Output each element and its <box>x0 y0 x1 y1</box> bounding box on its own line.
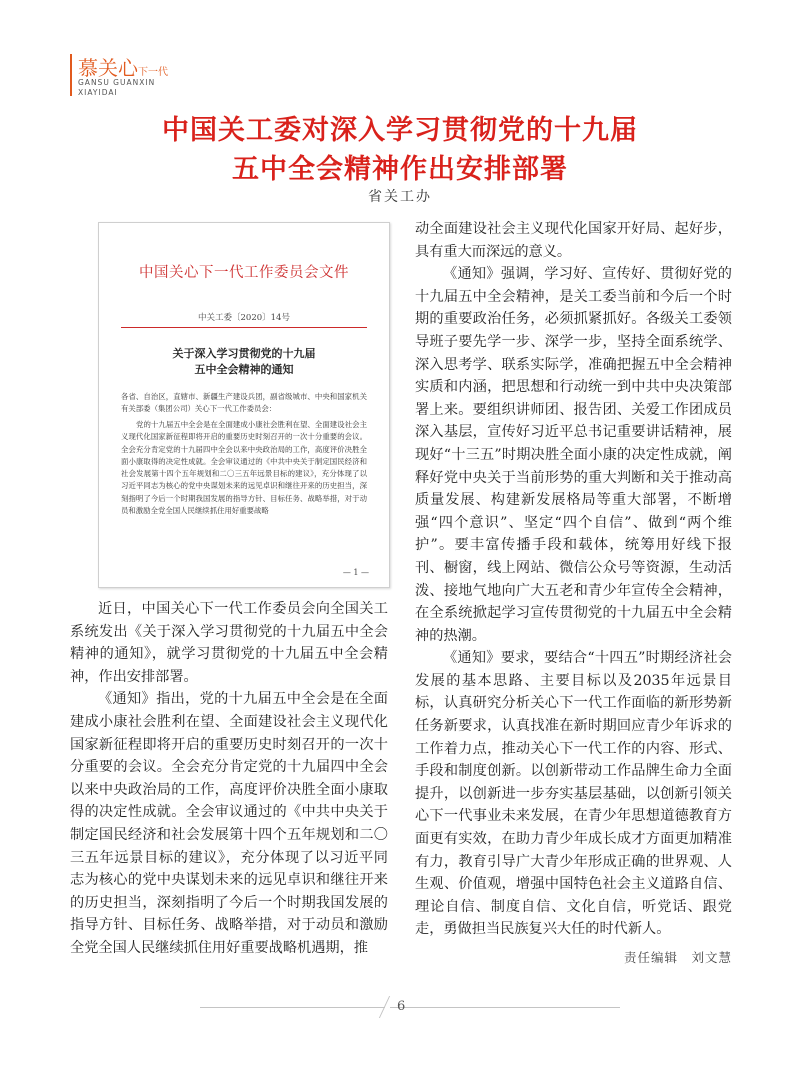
article-author: 省关工办 <box>368 189 432 205</box>
doc-title-line1: 关于深入学习贯彻党的十九届 <box>172 347 316 360</box>
logo-bar <box>70 54 72 96</box>
left-paragraph-1: 近日，中国关心下一代工作委员会向全国关工系统发出《关于深入学习贯彻党的十九届五中全会精神的通知》，就学习贯彻党的十九届五中全会精神，作出安排部署。 <box>70 601 388 685</box>
article-title-line1: 中国关工委对深入学习贯彻党的十九届 <box>162 115 638 146</box>
responsible-editor: 责任编辑 刘文慧 <box>623 950 732 965</box>
doc-number: 中关工委〔2020〕14号 <box>198 313 290 323</box>
right-paragraph-3: 《通知》要求，要结合“十四五”时期经济社会发展的基本思路、主要目标以及2035年远景目标，认真研究分析关心下一代工作面临的新形势新任务新要求，认真找准在新时期回应青少年诉求的工作着力点，推动关心下一代工作的内容、形式、手段和制度创新。以创新带动工作品牌生命力全面提升，以创新进一步夯实基层基础，以创新引领关心下一代事业未来发展，在青少年思想道德教育方面更有实效，在助力青少年成长成才方面更加精准有力，教育引导广大青少年形成正确的世界观、人生观、价值观，增强中国特色社会主义道路自信、理论自信、制度自信、文化自信，听党话、跟党走，勇做担当民族复兴大任的时代新人。 <box>415 650 732 938</box>
left-column <box>70 598 388 960</box>
doc-heading: 中国关心下一代工作委员会文件 <box>139 265 349 281</box>
doc-para-2: 党的十九届五中全会是在全面建成小康社会胜利在望、全面建设社会主义现代化国家新征程即将开启的重要历史时刻召开的一次十分重要的会议。全会充分肯定党的十九届四中全会以来中央政治局的工作，高度评价决胜全面小康取得的决定性成就。全会审议通过的《中共中央关于制定国民经济和社会发展第十四个五年规划和二〇三五年远景目标的建议》，充分体现了以习近平同志为核心的党中央谋划未来的远见卓识和继往开来的历史担当，深刻指明了今后一个时期我国发展的指导方针、目标任务、战略举措，对于动员和激励全党全国人民继续抓住用好重要战略 <box>121 420 367 516</box>
doc-red-rule <box>121 327 367 328</box>
doc-para-1: 各省、自治区，直辖市、新疆生产建设兵团，副省级城市、中央和国家机关有关部委（集团公司）关心下一代工作委员会： <box>121 392 367 414</box>
logo-sub-line2: XIAYIDAI <box>78 88 118 97</box>
doc-page: — 1 — <box>342 568 369 577</box>
doc-title-line2: 五中全会精神的通知 <box>194 363 294 376</box>
right-column <box>415 218 732 941</box>
right-paragraph-1: 动全面建设社会主义现代化国家开好局、起好步，具有重大而深远的意义。 <box>415 221 732 260</box>
right-paragraph-2: 《通知》强调，学习好、宣传好、贯彻好党的十九届五中全会精神，是关工委当前和今后一个时期的重要政治任务，必须抓紧抓好。各级关工委领导班子要先学一步、深学一步，坚持全面系统学、深入思考学、联系实际学，准确把握五中全会精神实质和内涵，把思想和行动统一到中共中央决策部署上来。要组织讲师团、报告团、关爱工作团成员深入基层，宣传好习近平总书记重要讲话精神，展现好“十三五”时期决胜全面小康的决定性成就，阐释好党中央关于当前形势的重大判断和关于推动高质量发展、构建新发展格局等重大部署，不断增强“四个意识”、坚定“四个自信”、做到“两个维护”。要丰富传播手段和载体，统筹用好线下报刊、橱窗，线上网站、微信公众号等资源，生动活泼、接地气地向广大五老和青少年宣传全会精神，在全系统掀起学习宣传贯彻党的十九届五中全会精神的热潮。 <box>415 266 732 644</box>
document-image <box>98 222 390 588</box>
logo-sub-line1: GANSU GUANXIN <box>78 78 156 87</box>
magazine-logo <box>70 50 190 100</box>
footer-rule-left <box>200 1007 385 1008</box>
footer-rule-right <box>390 1007 620 1008</box>
page-number: 6 <box>397 999 406 1014</box>
logo-subtitle <box>78 78 155 98</box>
logo-small: 下一代 <box>138 67 168 78</box>
left-paragraph-2: 《通知》指出，党的十九届五中全会是在全面建成小康社会胜利在望、全面建设社会主义现代化国家新征程即将开启的重要历史时刻召开的一次十分重要的会议。全会充分肯定党的十九届四中全会以来中央政治局的工作，高度评价决胜全面小康取得的决定性成就。全会审议通过的《中共中央关于制定国民经济和社会发展第十四个五年规划和二〇三五年远景目标的建议》，充分体现了以习近平同志为核心的党中央谋划未来的远见卓识和继往开来的历史担当，深刻指明了今后一个时期我国发展的指导方针、目标任务、战略举措，对于动员和激励全党全国人民继续抓住用好重要战略机遇期，推 <box>70 691 388 956</box>
logo-mark: 慕关心下一代 <box>78 56 168 80</box>
article-title-line2: 五中全会精神作出安排部署 <box>232 154 568 185</box>
